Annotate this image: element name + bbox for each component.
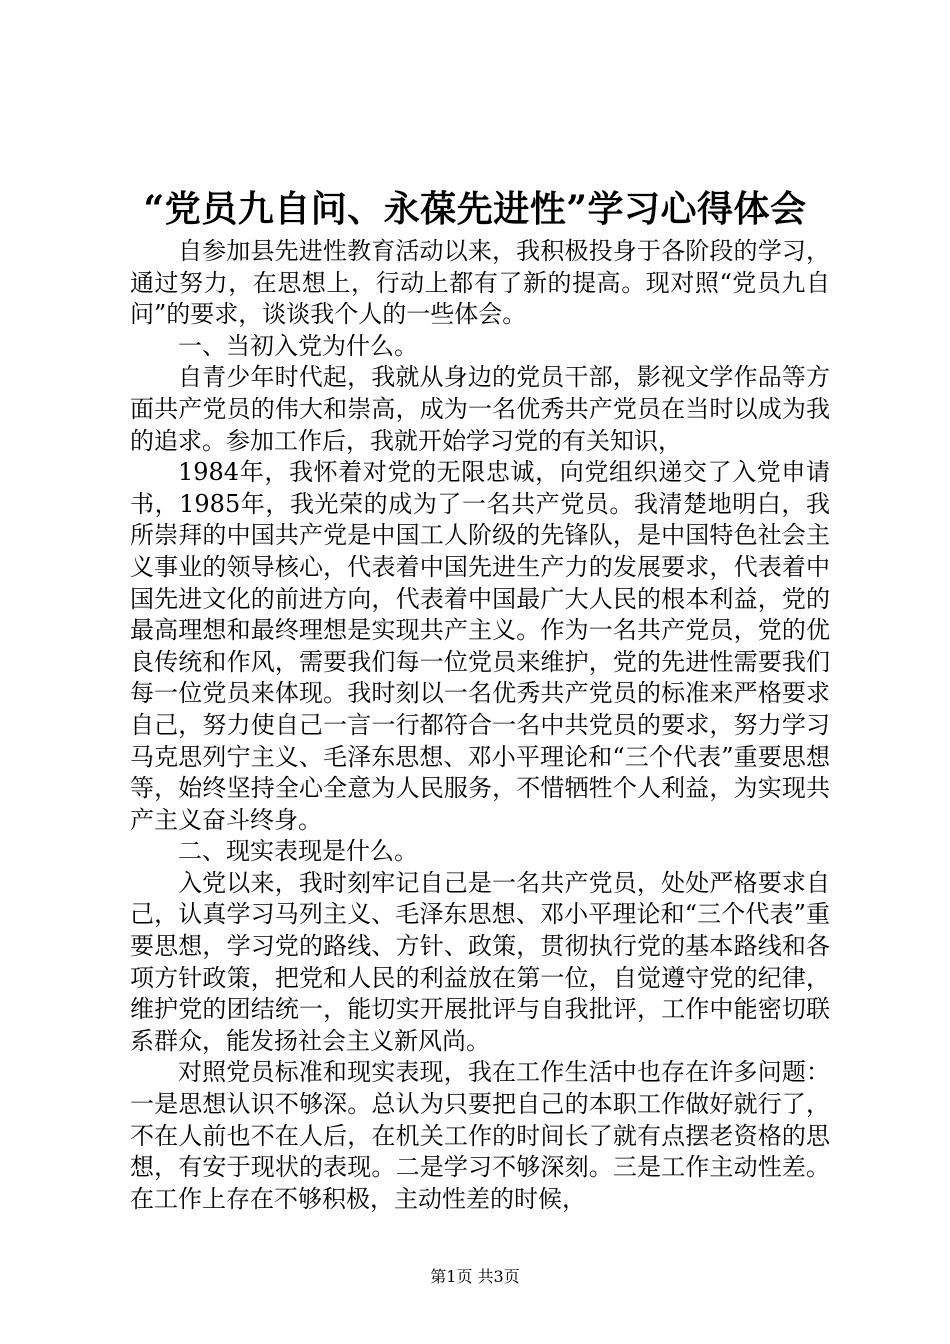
paragraph-youth: 自青少年时代起，我就从身边的党员干部，影视文学作品等方面共产党员的伟大和崇高，成为一名优秀共产党员在当时以成为我的追求。参加工作后，我就开始学习党的有关知识， (130, 363, 830, 455)
paragraph-intro: 自参加县先进性教育活动以来，我积极投身于各阶段的学习，通过努力，在思想上，行动上都有了新的提高。现对照“党员九自问”的要求，谈谈我个人的一些体会。 (130, 237, 830, 329)
paragraph-problems: 对照党员标准和现实表现，我在工作生活中也存在许多问题：一是思想认识不够深。总认为只要把自己的本职工作做好就行了，不在人前也不在人后，在机关工作的时间长了就有点摆老资格的思想，有安于现状的表现。二是学习不够深刻。三是工作主动性差。在工作上存在不够积极，主动性差的时候， (130, 1058, 830, 1213)
paragraph-performance: 入党以来，我时刻牢记自己是一名共产党员，处处严格要求自己，认真学习马列主义、毛泽东思想、邓小平理论和“三个代表”重要思想，学习党的路线、方针、政策，贯彻执行党的基本路线和各项方针政策，把党和人民的利益放在第一位，自觉遵守党的纪律，维护党的团结统一，能切实开展批评与自我批评，工作中能密切联系群众，能发扬社会主义新风尚。 (130, 868, 830, 1055)
section-heading-2: 二、现实表现是什么。 (178, 837, 418, 866)
paragraph-joining: 1984年，我怀着对党的无限忠诚，向党组织递交了入党申请书，1985年，我光荣的成为了一名共产党员。我清楚地明白，我所崇拜的中国共产党是中国工人阶级的先锋队，是中国特色社会主义事业的领导核心，代表着中国先进生产力的发展要求，代表着中国先进文化的前进方向，代表着中国最广大人民的根本利益，党的最高理想和最终理想是实现共产主义。作为一名共产党员，党的优良传统和作风，需要我们每一位党员来维护，党的先进性需要我们每一位党员来体现。我时刻以一名优秀共产党员的标准来严格要求自己，努力使自己一言一行都符合一名中共党员的要求，努力学习马克思列宁主义、毛泽东思想、邓小平理论和“三个代表”重要思想等，始终坚持全心全意为人民服务，不惜牺牲个人利益，为实现共产主义奋斗终身。 (130, 458, 830, 834)
document-body (130, 236, 830, 1215)
page-number-footer: 第1页 共3页 (430, 1267, 520, 1286)
document-title: “党员九自问、永葆先进性”学习心得体会 (143, 188, 807, 230)
section-heading-1: 一、当初入党为什么。 (178, 331, 418, 360)
